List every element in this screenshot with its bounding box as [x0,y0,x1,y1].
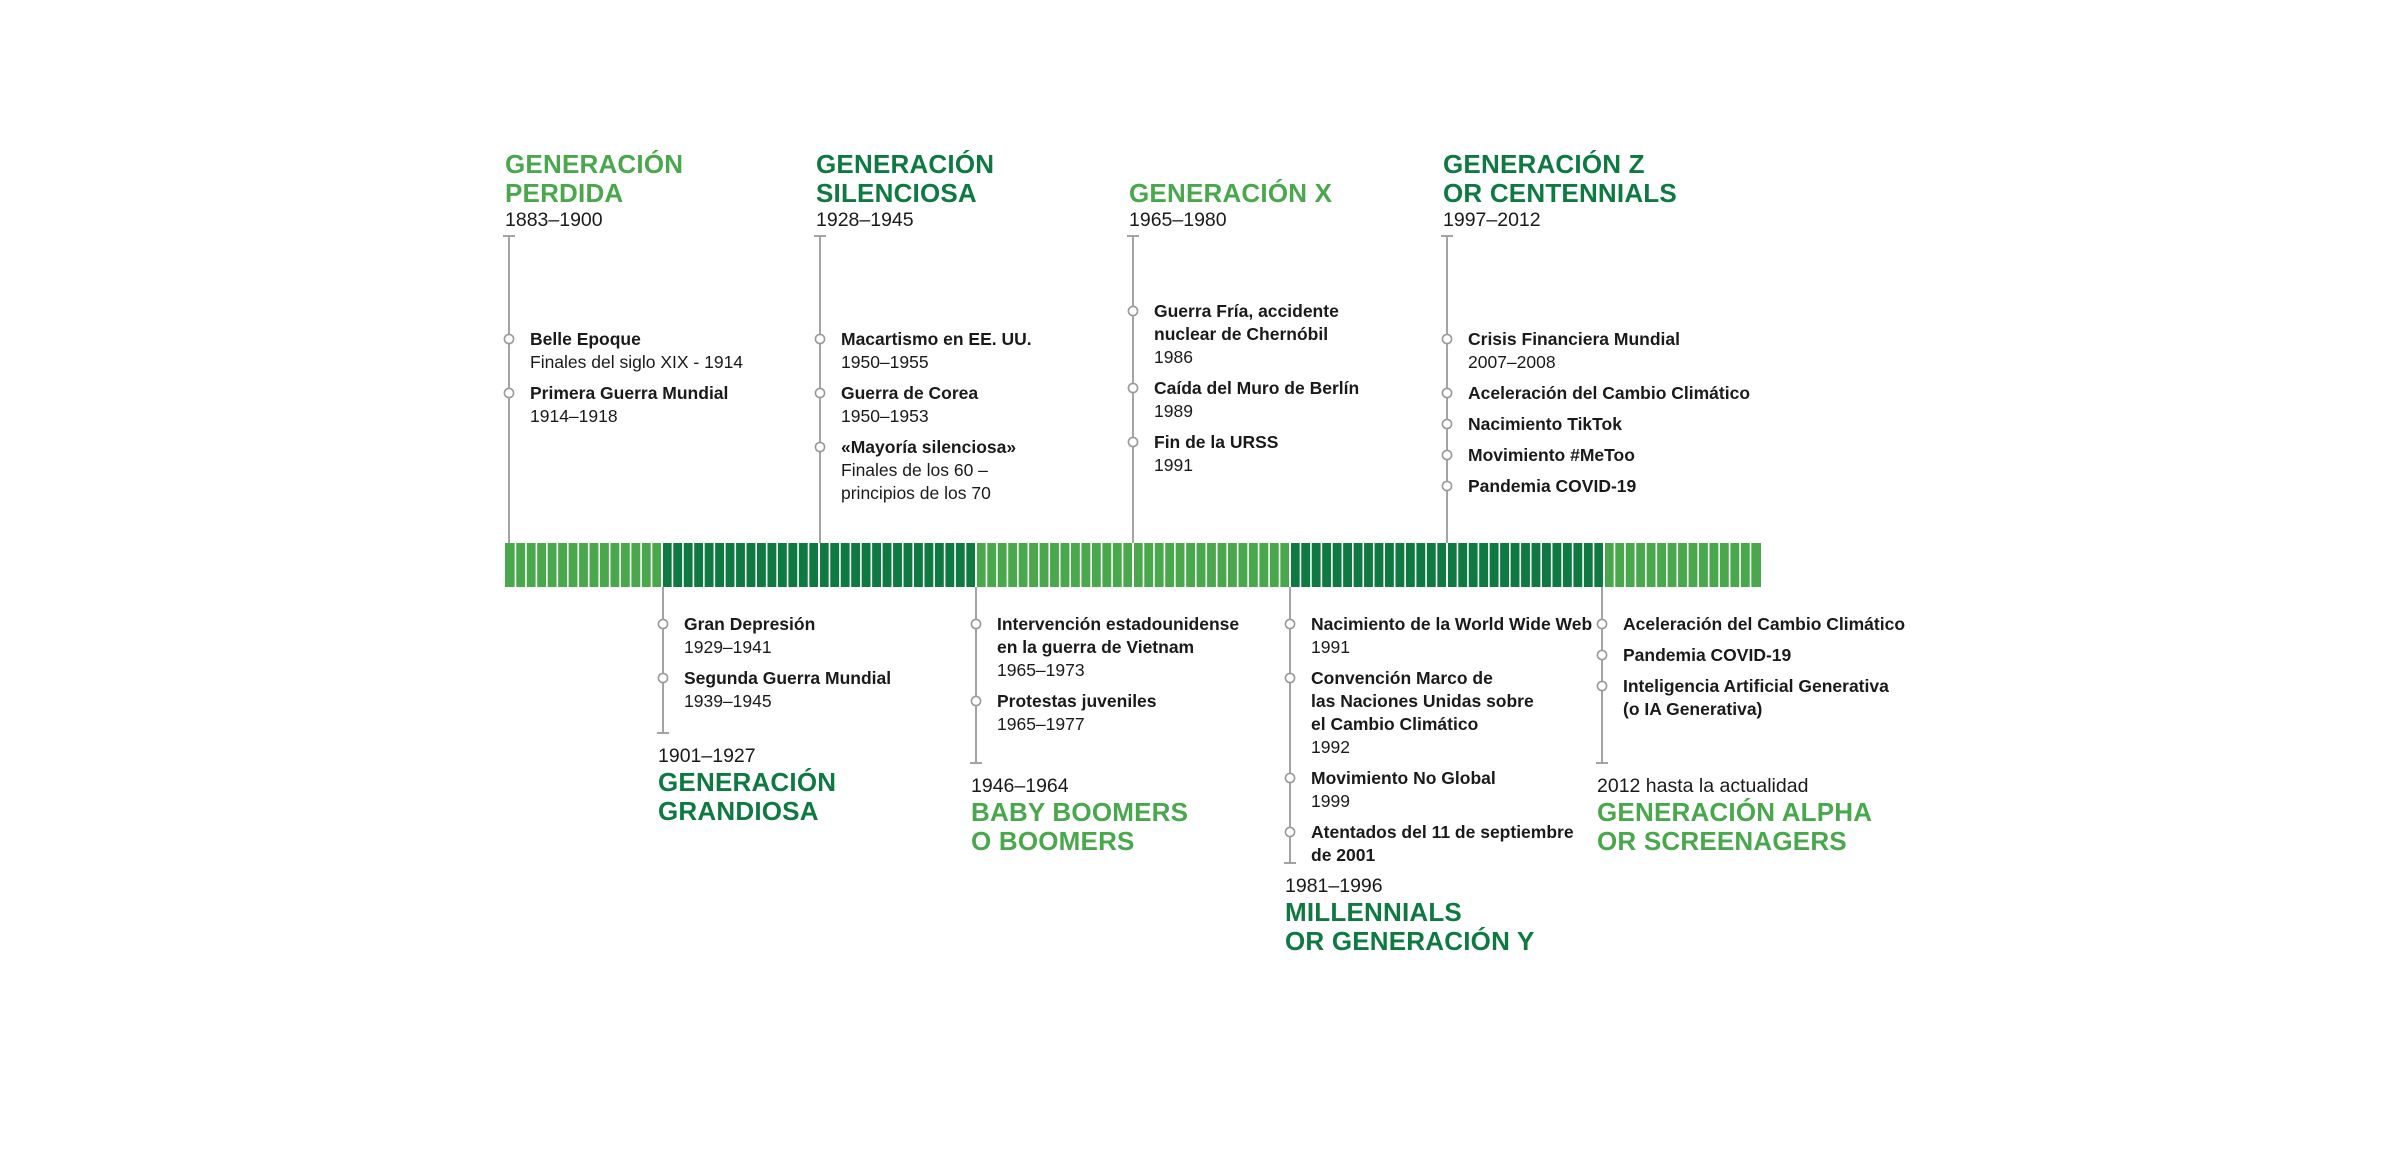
title-line: OR GENERACIÓN Y [1285,926,1535,956]
generation-boomers [971,774,1188,856]
event-name [1311,613,1592,636]
generation-perdida [505,150,683,232]
event-name-line: Gran Depresión [684,614,816,634]
event-item [1154,431,1278,477]
generation-period: 1946–1964 [971,775,1069,797]
event-date-line: 1965–1977 [997,714,1085,734]
event-item [1623,644,1791,667]
event-name-line: nuclear de Chernóbil [1154,324,1329,344]
event-date-line: 1992 [1311,737,1350,757]
event-date-line: 1999 [1311,791,1350,811]
title-line: GENERACIÓN ALPHA [1597,797,1873,827]
event-name-line: el Cambio Climático [1311,714,1479,734]
event-name-line: (o IA Generativa) [1623,699,1763,719]
event-name-line: Aceleración del Cambio Climático [1468,383,1751,403]
generation-title [1443,150,1677,208]
axis-segment-boomers [976,543,1133,587]
event-date [997,659,1239,682]
title-line: SILENCIOSA [816,178,977,208]
generation-title [1597,798,1872,856]
event-item [1468,475,1636,498]
event-name-line: Macartismo en EE. UU. [841,329,1032,349]
event-date [1311,636,1592,659]
event-marker [1128,383,1137,392]
generation-period: 1883–1900 [505,209,603,231]
event-item [1154,377,1359,423]
event-item [530,382,728,428]
event-item [1311,821,1574,867]
event-marker [1285,827,1294,836]
event-date-line: 1914–1918 [530,406,618,426]
event-item [841,436,1016,505]
event-name-line: Movimiento #MeToo [1468,445,1635,465]
event-name-line: las Naciones Unidas sobre [1311,691,1534,711]
event-name-line: Movimiento No Global [1311,768,1496,788]
event-marker [1128,306,1137,315]
event-name-line: Convención Marco de [1311,668,1493,688]
event-marker [658,673,667,682]
event-date-line: 1989 [1154,401,1193,421]
title-line: O BOOMERS [971,826,1135,856]
event-name [1623,644,1791,667]
title-line: OR CENTENNIALS [1443,178,1677,208]
event-marker [1597,681,1606,690]
event-marker [1285,619,1294,628]
event-date [1311,790,1496,813]
event-date [530,351,743,374]
event-marker [1597,619,1606,628]
title-line: GENERACIÓN Z [1443,149,1645,179]
event-date [1154,400,1359,423]
event-name [1311,767,1496,790]
generation-x [1129,179,1332,232]
event-date-line: 1991 [1311,637,1350,657]
generation-period: 1981–1996 [1285,875,1383,897]
event-name [997,613,1239,659]
axis-segment-perdida [505,543,662,587]
generation-millennials [1285,874,1535,956]
event-name [530,382,728,405]
event-marker [658,619,667,628]
event-date-line: Finales del siglo XIX - 1914 [530,352,744,372]
event-name-line: Inteligencia Artificial Generativa [1623,676,1889,696]
event-date-line: 1939–1945 [684,691,772,711]
event-marker [1442,419,1451,428]
event-item [997,690,1157,736]
axis-segment-grandiosa [662,543,819,587]
axis-segment-alpha [1604,543,1761,587]
event-name-line: Guerra Fría, accidente [1154,301,1339,321]
event-date [530,405,728,428]
event-name-line: Intervención estadounidense [997,614,1240,634]
title-line: BABY BOOMERS [971,797,1189,827]
event-item [1311,667,1534,759]
event-item [1311,613,1592,659]
event-date [1311,736,1534,759]
axis-segment-silenciosa [819,543,976,587]
generation-period: 1928–1945 [816,209,914,231]
event-item [1468,382,1750,405]
event-name-line: Guerra de Corea [841,383,979,403]
event-date-line: 2007–2008 [1468,352,1556,372]
event-date [997,713,1157,736]
event-name-line: Segunda Guerra Mundial [684,668,892,688]
event-name [1311,667,1534,736]
generation-grandiosa [658,744,836,826]
generation-period: 1997–2012 [1443,209,1541,231]
event-name-line: Caída del Muro de Berlín [1154,378,1360,398]
event-date-line: 1986 [1154,347,1193,367]
event-date [1468,351,1680,374]
event-name-line: «Mayoría silenciosa» [841,437,1017,457]
event-name [841,436,1016,459]
event-date-line: principios de los 70 [841,483,991,503]
event-name [1468,413,1622,436]
event-date [1154,346,1339,369]
event-date [841,351,1032,374]
axis-segment-millennials [1290,543,1447,587]
event-name-line: Nacimiento de la World Wide Web [1311,614,1593,634]
generation-title [1285,898,1535,956]
title-line: PERDIDA [505,178,624,208]
event-name [1468,444,1635,467]
event-name [1311,821,1574,867]
event-marker [1442,388,1451,397]
event-date [684,636,815,659]
axis-segment-z [1447,543,1604,587]
title-line: MILLENNIALS [1285,897,1462,927]
event-item [1154,300,1339,369]
event-name [1154,431,1278,454]
event-item [841,328,1032,374]
title-line: GENERACIÓN [658,767,837,797]
title-line: GRANDIOSA [658,796,819,826]
event-marker [1128,437,1137,446]
event-name [530,328,743,351]
generation-silenciosa [816,150,994,232]
event-item [841,382,978,428]
event-date-line: 1965–1973 [997,660,1085,680]
event-name [684,667,891,690]
event-item [684,667,891,713]
event-item [684,613,815,659]
event-name-line: de 2001 [1311,845,1376,865]
event-item [530,328,743,374]
title-line: GENERACIÓN [505,149,684,179]
event-name-line: Primera Guerra Mundial [530,383,729,403]
event-marker [1597,650,1606,659]
event-item [1623,613,1905,636]
event-date-line: 1929–1941 [684,637,772,657]
event-name [1468,475,1636,498]
event-item [1468,444,1635,467]
title-line: GENERACIÓN X [1129,178,1333,208]
generation-title [505,150,683,208]
event-name-line: Aceleración del Cambio Climático [1623,614,1906,634]
generation-period: 1965–1980 [1129,209,1227,231]
event-name [1468,328,1680,351]
event-marker [1442,481,1451,490]
event-marker [1442,334,1451,343]
event-name-line: Protestas juveniles [997,691,1157,711]
event-name-line: Fin de la URSS [1154,432,1279,452]
event-item [1623,675,1889,721]
generation-title [1129,179,1332,208]
event-name [841,382,978,405]
event-marker [815,388,824,397]
event-name-line: Crisis Financiera Mundial [1468,329,1680,349]
title-line: OR SCREENAGERS [1597,826,1847,856]
event-marker [1442,450,1451,459]
generation-alpha [1597,774,1872,856]
event-name [1468,382,1750,405]
event-date-line: 1950–1955 [841,352,929,372]
event-name-line: Pandemia COVID-19 [1468,476,1637,496]
generation-title [658,768,836,826]
event-item [1311,767,1496,813]
event-name-line: Nacimiento TikTok [1468,414,1622,434]
event-marker [1285,673,1294,682]
event-name [684,613,815,636]
event-date-line: 1950–1953 [841,406,929,426]
event-date-line: 1991 [1154,455,1193,475]
event-marker [971,696,980,705]
event-name [1623,675,1889,721]
event-item [1468,413,1622,436]
generation-z [1443,150,1677,232]
axis-segment-x [1133,543,1290,587]
event-name-line: Atentados del 11 de septiembre [1311,822,1574,842]
event-marker [504,388,513,397]
event-name-line: Belle Epoque [530,329,641,349]
generation-title [971,798,1188,856]
title-line: GENERACIÓN [816,149,995,179]
event-marker [815,442,824,451]
event-date [841,459,1016,505]
generation-period: 2012 hasta la actualidad [1597,775,1809,797]
event-marker [1285,773,1294,782]
event-name [1623,613,1905,636]
event-item [1468,328,1680,374]
event-name-line: en la guerra de Vietnam [997,637,1195,657]
event-date-line: Finales de los 60 – [841,460,988,480]
event-name [841,328,1032,351]
event-marker [971,619,980,628]
event-name [1154,300,1339,346]
event-date [841,405,978,428]
event-date [684,690,891,713]
event-name-line: Pandemia COVID-19 [1623,645,1792,665]
event-name [997,690,1157,713]
event-marker [504,334,513,343]
event-date [1154,454,1278,477]
generation-title [816,150,994,208]
event-marker [815,334,824,343]
generation-period: 1901–1927 [658,745,756,767]
event-item [997,613,1239,682]
event-name [1154,377,1359,400]
